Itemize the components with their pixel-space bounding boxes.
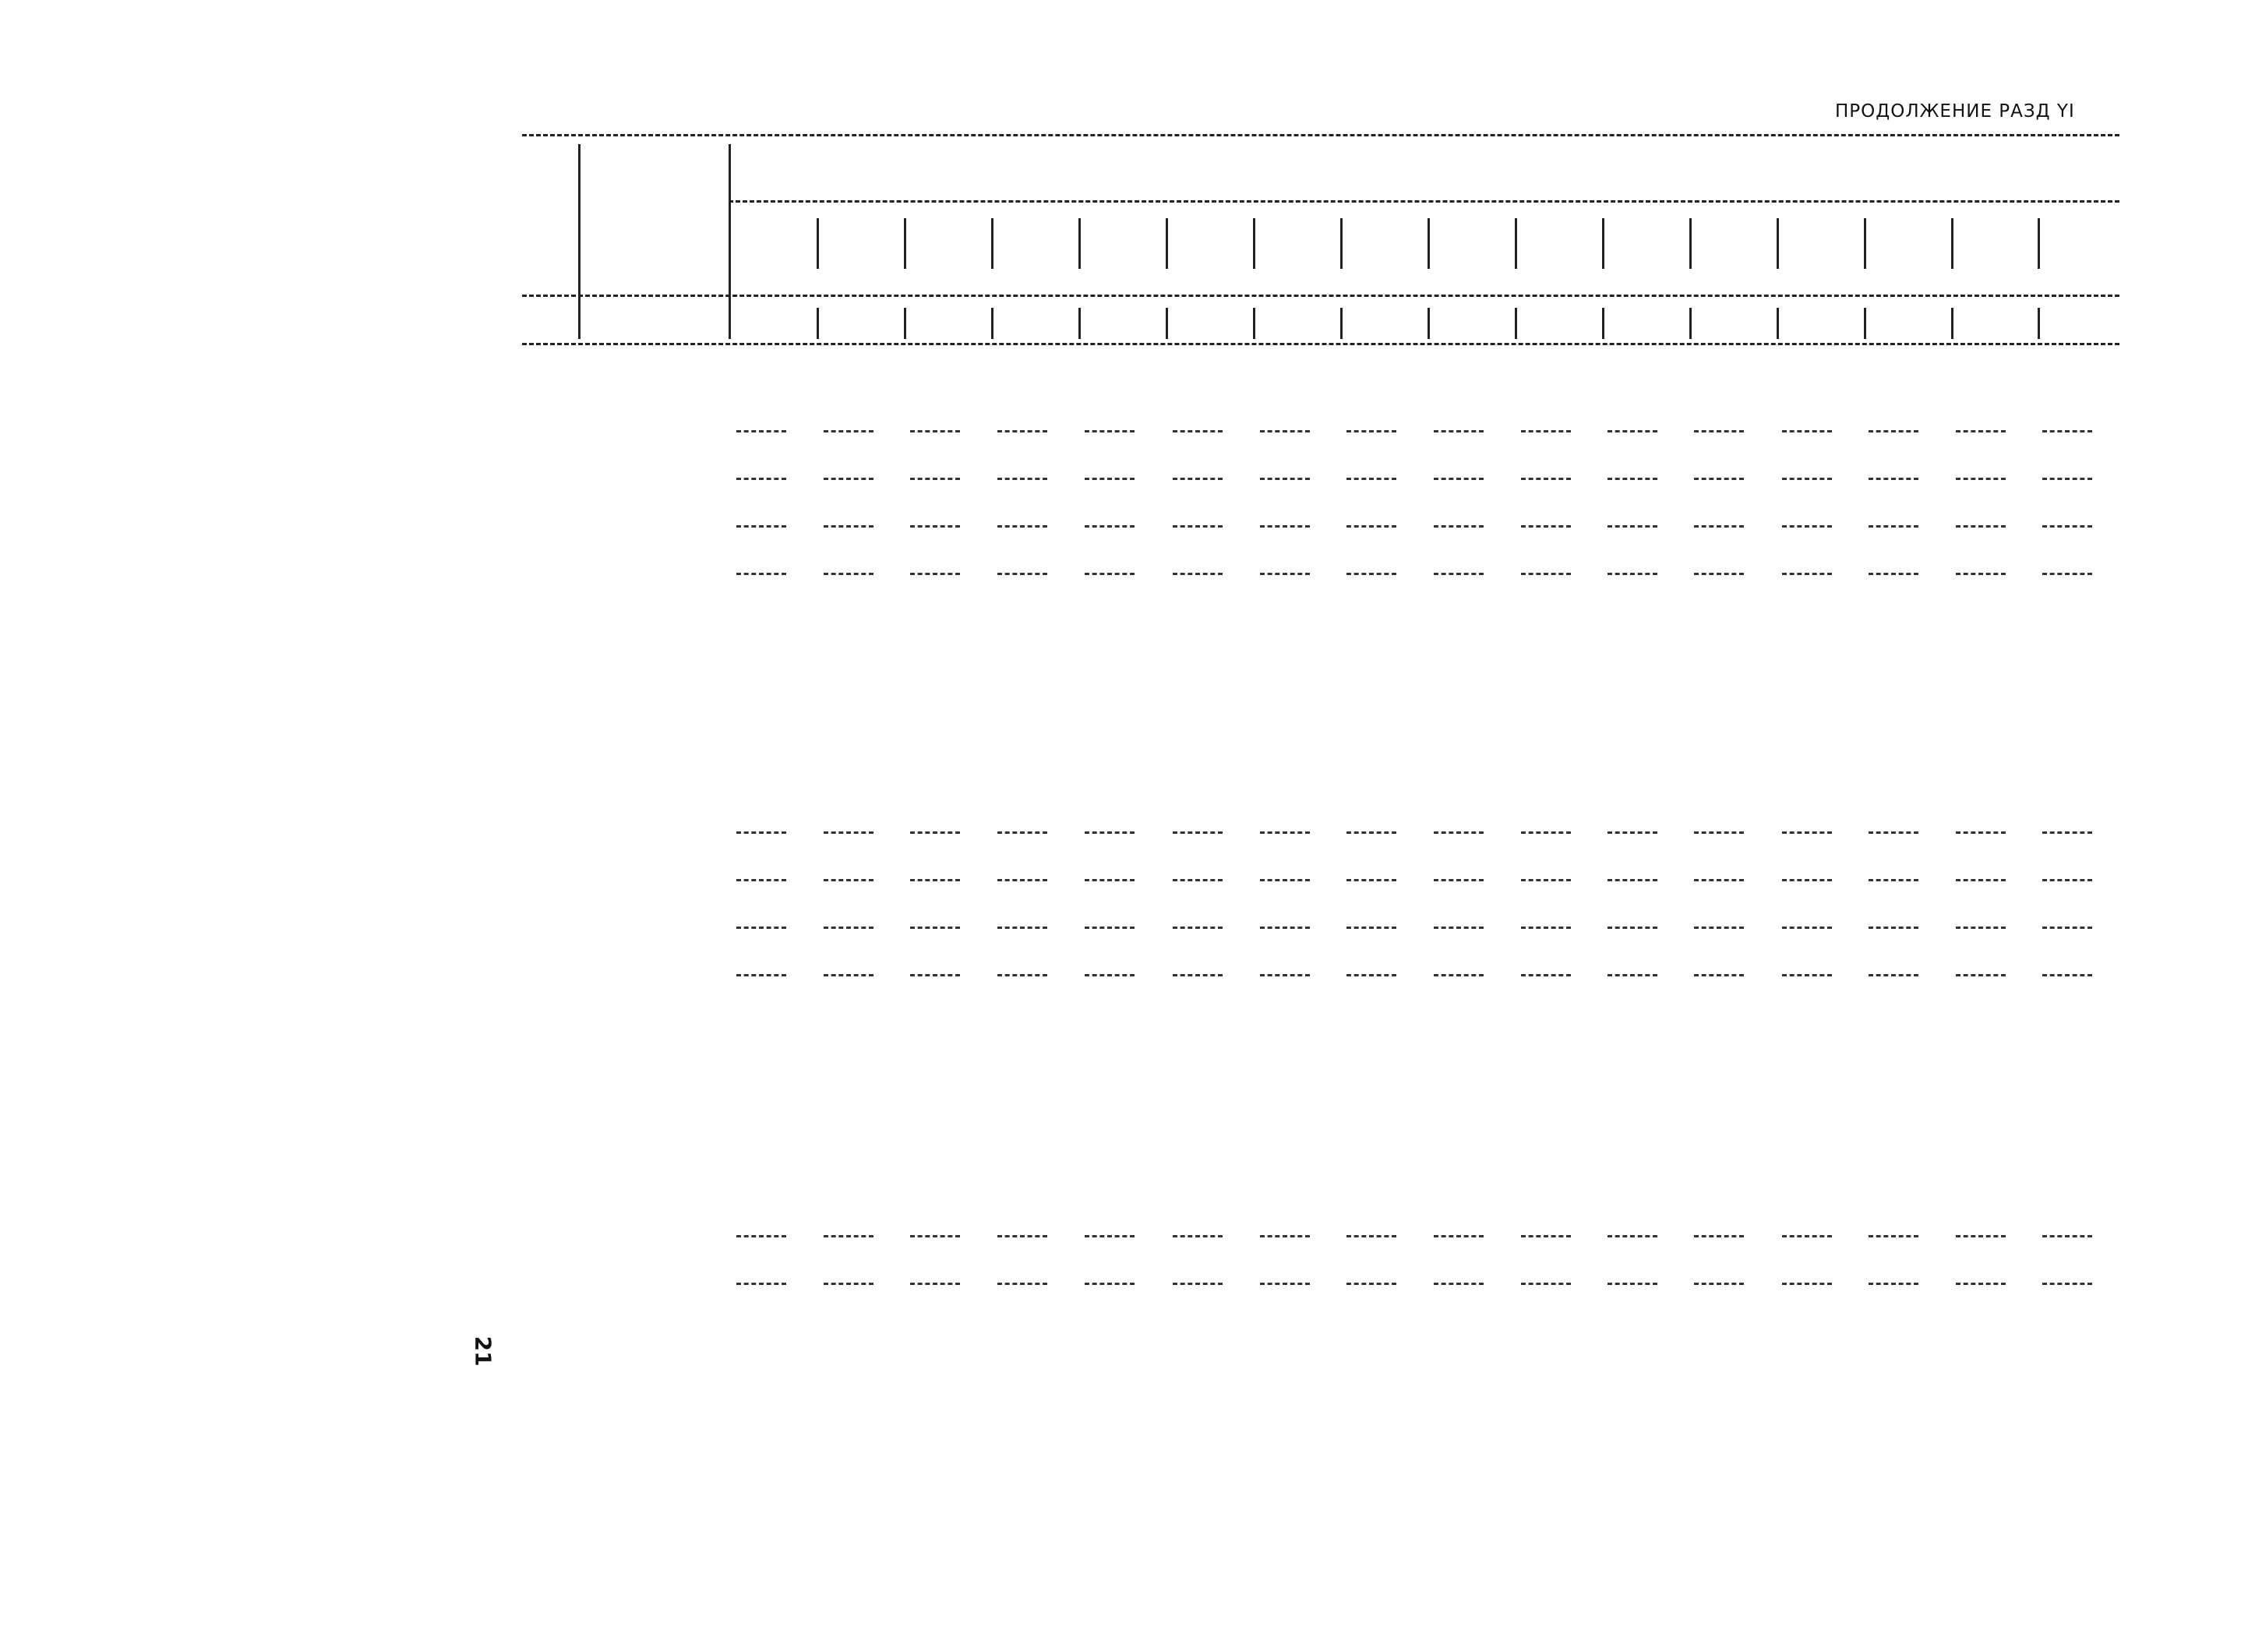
col-separator [1253, 218, 1255, 269]
fraction-bar [1608, 927, 1657, 929]
fraction-bar [2042, 478, 2092, 480]
fraction-bar [1869, 525, 1918, 528]
fraction-bar [1608, 831, 1657, 834]
fraction-bar [1782, 1283, 1832, 1285]
fraction-bar [1956, 430, 2006, 432]
col-separator [1340, 218, 1343, 269]
fraction-bar [736, 831, 786, 834]
fraction-bar [1694, 573, 1744, 575]
fraction-bar [997, 879, 1047, 881]
fraction-bar [1260, 525, 1310, 528]
fraction-bar [1956, 927, 2006, 929]
fraction-bar [1085, 525, 1135, 528]
fraction-bar [1346, 573, 1396, 575]
fraction-bar [997, 1235, 1047, 1237]
fraction-bar [2042, 1283, 2092, 1285]
section-continuation-header: ПРОДОЛЖЕНИЕ РАЗД YI [1835, 101, 2075, 122]
fraction-bar [1434, 831, 1484, 834]
fraction-bar [2042, 927, 2092, 929]
fraction-bar [1173, 831, 1223, 834]
fraction-bar [1260, 1235, 1310, 1237]
fraction-bar [997, 974, 1047, 976]
fraction-bar [1956, 1283, 2006, 1285]
fraction-bar [1694, 831, 1744, 834]
fraction-bar [1782, 478, 1832, 480]
fraction-bar [1782, 430, 1832, 432]
fraction-bar [1085, 430, 1135, 432]
col-separator [2038, 308, 2040, 339]
col-separator [1777, 308, 1779, 339]
col-separator [1340, 308, 1343, 339]
fraction-bar [1434, 974, 1484, 976]
col-separator [2038, 218, 2040, 269]
fraction-bar [2042, 525, 2092, 528]
fraction-bar [824, 525, 873, 528]
fraction-bar [736, 573, 786, 575]
col-separator [1602, 308, 1604, 339]
fraction-bar [824, 478, 873, 480]
col-separator [578, 144, 581, 339]
fraction-bar [824, 573, 873, 575]
fraction-bar [1521, 573, 1571, 575]
fraction-bar [1346, 1235, 1396, 1237]
fraction-bar [1173, 974, 1223, 976]
col-separator [904, 218, 906, 269]
fraction-bar [1782, 573, 1832, 575]
fraction-bar [824, 1283, 873, 1285]
fraction-bar [910, 1283, 960, 1285]
fraction-bar [1260, 831, 1310, 834]
fraction-bar [1346, 1283, 1396, 1285]
fraction-bar [2042, 974, 2092, 976]
fraction-bar [1434, 1235, 1484, 1237]
fraction-bar [1434, 927, 1484, 929]
col-separator [904, 308, 906, 339]
fraction-bar [1782, 831, 1832, 834]
fraction-bar [1346, 831, 1396, 834]
fraction-bar [1521, 1283, 1571, 1285]
fraction-bar [910, 974, 960, 976]
fraction-bar [1085, 831, 1135, 834]
fraction-bar [1608, 478, 1657, 480]
fraction-bar [736, 879, 786, 881]
fraction-bar [1694, 430, 1744, 432]
prices-header-rule [729, 200, 2119, 203]
fraction-bar [1260, 573, 1310, 575]
fraction-bar [910, 430, 960, 432]
fraction-bar [1782, 525, 1832, 528]
fraction-bar [2042, 1235, 2092, 1237]
fraction-bar [736, 927, 786, 929]
fraction-bar [1782, 1235, 1832, 1237]
fraction-bar [736, 1235, 786, 1237]
col-separator [1602, 218, 1604, 269]
fraction-bar [910, 1235, 960, 1237]
fraction-bar [1521, 831, 1571, 834]
col-separator [1689, 308, 1692, 339]
col-separator [1777, 218, 1779, 269]
fraction-bar [910, 573, 960, 575]
fraction-bar [1346, 430, 1396, 432]
fraction-bar [1346, 927, 1396, 929]
col-separator [1515, 308, 1517, 339]
fraction-bar [1869, 478, 1918, 480]
col-separator [1864, 308, 1866, 339]
fraction-bar [1346, 879, 1396, 881]
fraction-bar [1869, 1283, 1918, 1285]
fraction-bar [1521, 879, 1571, 881]
fraction-bar [1956, 879, 2006, 881]
fraction-bar [1434, 879, 1484, 881]
fraction-bar [2042, 879, 2092, 881]
fraction-bar [1869, 430, 1918, 432]
fraction-bar [1521, 478, 1571, 480]
fraction-bar [736, 478, 786, 480]
fraction-bar [1956, 525, 2006, 528]
fraction-bar [1521, 974, 1571, 976]
fraction-bar [824, 430, 873, 432]
col-separator [729, 144, 731, 339]
col-separator [817, 308, 819, 339]
fraction-bar [1869, 974, 1918, 976]
fraction-bar [1085, 974, 1135, 976]
fraction-bar [1434, 430, 1484, 432]
fraction-bar [1608, 974, 1657, 976]
fraction-bar [1608, 879, 1657, 881]
fraction-bar [997, 831, 1047, 834]
fraction-bar [1694, 879, 1744, 881]
fraction-bar [1956, 974, 2006, 976]
fraction-bar [1869, 1235, 1918, 1237]
fraction-bar [1085, 478, 1135, 480]
fraction-bar [1694, 525, 1744, 528]
fraction-bar [1694, 478, 1744, 480]
col-separator [991, 218, 993, 269]
fraction-bar [824, 879, 873, 881]
col-separator [1253, 308, 1255, 339]
fraction-bar [736, 525, 786, 528]
fraction-bar [910, 478, 960, 480]
fraction-bar [1956, 478, 2006, 480]
fraction-bar [1694, 927, 1744, 929]
fraction-bar [1434, 1283, 1484, 1285]
fraction-bar [1173, 478, 1223, 480]
fraction-bar [1173, 430, 1223, 432]
index-row-rule [522, 343, 2119, 345]
fraction-bar [997, 430, 1047, 432]
fraction-bar [1782, 927, 1832, 929]
fraction-bar [910, 831, 960, 834]
col-separator [1951, 218, 1953, 269]
fraction-bar [1085, 573, 1135, 575]
fraction-bar [997, 525, 1047, 528]
col-separator [1428, 308, 1430, 339]
fraction-bar [1608, 1283, 1657, 1285]
fraction-bar [1521, 1235, 1571, 1237]
col-separator [1689, 218, 1692, 269]
fraction-bar [1521, 525, 1571, 528]
col-separator [1864, 218, 1866, 269]
col-separator [1951, 308, 1953, 339]
fraction-bar [736, 1283, 786, 1285]
fraction-bar [1521, 927, 1571, 929]
fraction-bar [1782, 974, 1832, 976]
fraction-bar [1260, 478, 1310, 480]
page-number: 21 [470, 1336, 496, 1367]
fraction-bar [910, 879, 960, 881]
fraction-bar [1173, 525, 1223, 528]
fraction-bar [1434, 525, 1484, 528]
fraction-bar [824, 974, 873, 976]
fraction-bar [997, 573, 1047, 575]
fraction-bar [1260, 879, 1310, 881]
fraction-bar [1694, 1283, 1744, 1285]
fraction-bar [736, 974, 786, 976]
fraction-bar [1173, 927, 1223, 929]
fraction-bar [824, 1235, 873, 1237]
col-separator [817, 218, 819, 269]
fraction-bar [1694, 974, 1744, 976]
fraction-bar [1260, 927, 1310, 929]
fraction-bar [1173, 1235, 1223, 1237]
fraction-bar [1346, 525, 1396, 528]
fraction-bar [1869, 927, 1918, 929]
fraction-bar [1608, 525, 1657, 528]
header-bottom-rule [522, 295, 2119, 297]
fraction-bar [824, 831, 873, 834]
fraction-bar [1521, 430, 1571, 432]
fraction-bar [997, 927, 1047, 929]
fraction-bar [1173, 879, 1223, 881]
fraction-bar [1173, 573, 1223, 575]
fraction-bar [1085, 879, 1135, 881]
col-separator [1166, 308, 1168, 339]
col-separator [1515, 218, 1517, 269]
col-separator [1078, 218, 1081, 269]
fraction-bar [997, 1283, 1047, 1285]
fraction-bar [1346, 478, 1396, 480]
col-separator [1166, 218, 1168, 269]
fraction-bar [2042, 831, 2092, 834]
fraction-bar [824, 927, 873, 929]
fraction-bar [1608, 430, 1657, 432]
fraction-bar [1434, 573, 1484, 575]
fraction-bar [1782, 879, 1832, 881]
fraction-bar [1956, 831, 2006, 834]
fraction-bar [1869, 879, 1918, 881]
col-separator [1428, 218, 1430, 269]
col-separator [1078, 308, 1081, 339]
fraction-bar [1694, 1235, 1744, 1237]
col-separator [991, 308, 993, 339]
fraction-bar [1085, 1235, 1135, 1237]
fraction-bar [1869, 831, 1918, 834]
fraction-bar [1956, 573, 2006, 575]
fraction-bar [1260, 1283, 1310, 1285]
fraction-bar [2042, 573, 2092, 575]
fraction-bar [910, 927, 960, 929]
fraction-bar [1608, 573, 1657, 575]
table-top-rule [522, 134, 2119, 136]
fraction-bar [1085, 1283, 1135, 1285]
fraction-bar [1956, 1235, 2006, 1237]
fraction-bar [1346, 974, 1396, 976]
fraction-bar [1434, 478, 1484, 480]
fraction-bar [2042, 430, 2092, 432]
fraction-bar [997, 478, 1047, 480]
fraction-bar [1608, 1235, 1657, 1237]
fraction-bar [1260, 974, 1310, 976]
fraction-bar [1085, 927, 1135, 929]
fraction-bar [1260, 430, 1310, 432]
fraction-bar [1173, 1283, 1223, 1285]
fraction-bar [910, 525, 960, 528]
fraction-bar [736, 430, 786, 432]
fraction-bar [1869, 573, 1918, 575]
